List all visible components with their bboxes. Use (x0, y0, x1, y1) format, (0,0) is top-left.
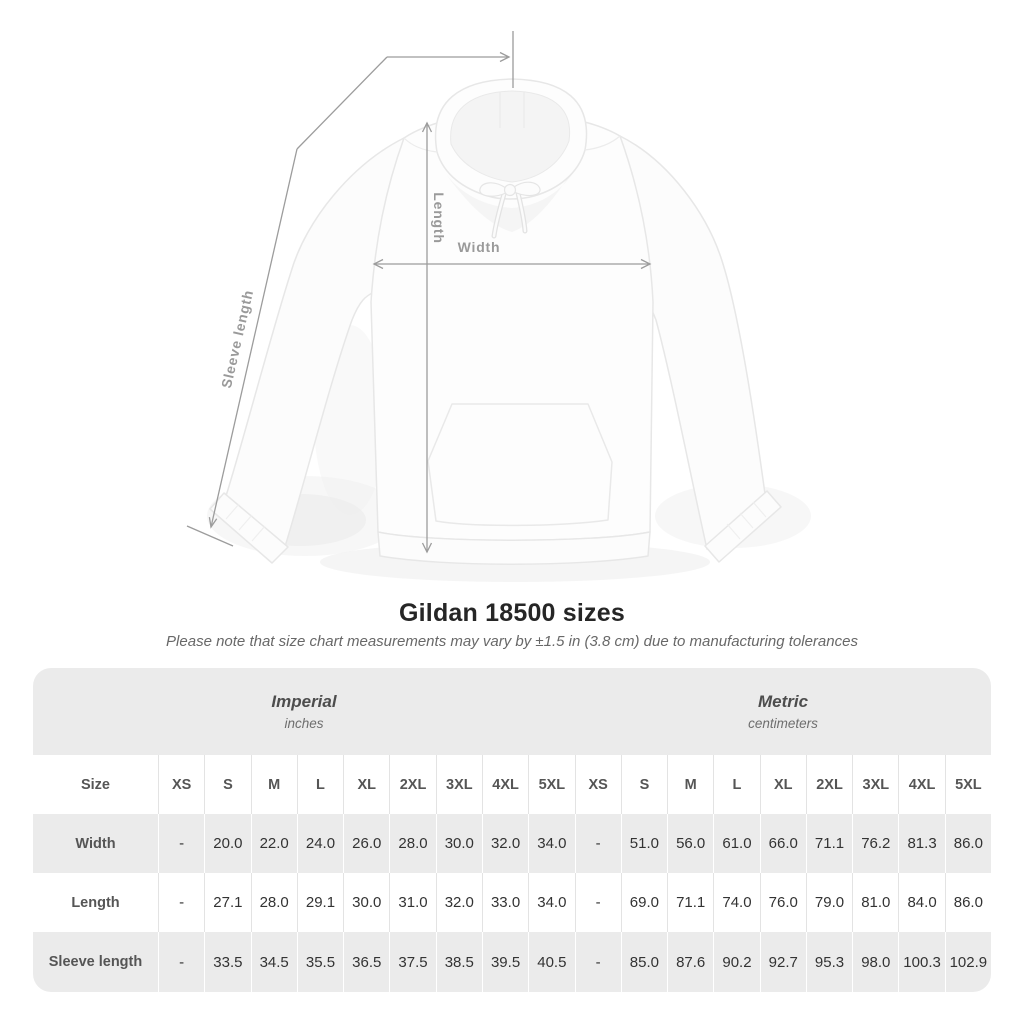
size-header-cell: 3XL (436, 755, 482, 814)
width-imperial-cell: 34.0 (528, 814, 574, 873)
width-label: Width (457, 239, 501, 255)
size-header-cell: 3XL (852, 755, 898, 814)
row-label-length: Length (71, 894, 120, 911)
length-imperial-cell: 30.0 (343, 873, 389, 932)
width-metric-cell: 86.0 (945, 814, 991, 873)
length-metric-cell: 76.0 (760, 873, 806, 932)
width-metric-cell: 66.0 (760, 814, 806, 873)
row-label-sleeve-length: Sleeve length (48, 954, 143, 970)
sleeve-imperial-cell: - (158, 932, 204, 992)
width-metric-cell: 56.0 (667, 814, 713, 873)
sleeve-length-label: Sleeve length (218, 288, 257, 390)
size-header-cell: S (621, 755, 667, 814)
length-imperial-cell: 34.0 (528, 873, 574, 932)
table-row-length (33, 873, 991, 932)
size-header-cell: XL (343, 755, 389, 814)
page-subtitle: Please note that size chart measurements may vary by ±1.5 in (3.8 cm) due to manufacturing tolerances (166, 633, 858, 650)
size-header-cell: 5XL (528, 755, 574, 814)
length-metric-cell: 86.0 (945, 873, 991, 932)
width-imperial-cell: - (158, 814, 204, 873)
size-header-cell: L (713, 755, 759, 814)
size-header-cell: S (204, 755, 250, 814)
metric-unit: centimeters (748, 716, 818, 731)
width-metric-cell: 71.1 (806, 814, 852, 873)
unit-band (33, 668, 991, 755)
sleeve-metric-cell: 92.7 (760, 932, 806, 992)
sleeve-metric-cell: 85.0 (621, 932, 667, 992)
metric-unit-group (575, 668, 991, 755)
length-metric-cell: 84.0 (898, 873, 944, 932)
size-header-cell: XL (760, 755, 806, 814)
imperial-unit: inches (284, 716, 324, 731)
sleeve-metric-cell: - (575, 932, 621, 992)
length-imperial-cell: 33.0 (482, 873, 528, 932)
size-header-cell: M (251, 755, 297, 814)
size-header-cell: XS (575, 755, 621, 814)
sleeve-metric-cell: 98.0 (852, 932, 898, 992)
length-metric-cell: 69.0 (621, 873, 667, 932)
sleeve-imperial-cell: 36.5 (343, 932, 389, 992)
width-metric-cell: 51.0 (621, 814, 667, 873)
length-imperial-cell: - (158, 873, 204, 932)
length-metric-cell: 74.0 (713, 873, 759, 932)
width-imperial-cell: 30.0 (436, 814, 482, 873)
size-header-cell: M (667, 755, 713, 814)
width-metric-cell: 76.2 (852, 814, 898, 873)
imperial-title: Imperial (271, 692, 337, 711)
metric-title: Metric (757, 692, 809, 711)
sleeve-imperial-cell: 40.5 (528, 932, 574, 992)
sleeve-imperial-cell: 37.5 (389, 932, 435, 992)
length-imperial-cell: 28.0 (251, 873, 297, 932)
sleeve-imperial-cell: 39.5 (482, 932, 528, 992)
size-header-cell: XS (158, 755, 204, 814)
table-row-width (33, 814, 991, 873)
sleeve-imperial-cell: 35.5 (297, 932, 343, 992)
width-imperial-cell: 26.0 (343, 814, 389, 873)
sleeve-imperial-cell: 34.5 (251, 932, 297, 992)
length-imperial-cell: 27.1 (204, 873, 250, 932)
size-header-cell: 2XL (389, 755, 435, 814)
sleeve-metric-cell: 87.6 (667, 932, 713, 992)
sleeve-imperial-cell: 33.5 (204, 932, 250, 992)
table-row-sizes (33, 755, 991, 814)
row-label-width: Width (75, 835, 116, 852)
length-metric-cell: 71.1 (667, 873, 713, 932)
width-imperial-cell: 28.0 (389, 814, 435, 873)
width-imperial-cell: 32.0 (482, 814, 528, 873)
table-row-sleeve-length (33, 932, 991, 992)
width-metric-cell: - (575, 814, 621, 873)
page-title: Gildan 18500 sizes (399, 599, 625, 627)
width-imperial-cell: 20.0 (204, 814, 250, 873)
length-metric-cell: - (575, 873, 621, 932)
size-header-cell: 2XL (806, 755, 852, 814)
length-metric-cell: 79.0 (806, 873, 852, 932)
sleeve-imperial-cell: 38.5 (436, 932, 482, 992)
width-imperial-cell: 24.0 (297, 814, 343, 873)
size-header-cell: 4XL (482, 755, 528, 814)
sleeve-metric-cell: 90.2 (713, 932, 759, 992)
kangaroo-pocket (428, 404, 612, 525)
width-metric-cell: 81.3 (898, 814, 944, 873)
length-imperial-cell: 29.1 (297, 873, 343, 932)
sleeve-metric-cell: 100.3 (898, 932, 944, 992)
length-label: Length (431, 192, 447, 244)
size-header-cell: 5XL (945, 755, 991, 814)
sleeve-metric-cell: 95.3 (806, 932, 852, 992)
size-table (33, 668, 991, 992)
width-imperial-cell: 22.0 (251, 814, 297, 873)
length-imperial-cell: 31.0 (389, 873, 435, 932)
imperial-unit-group (33, 668, 575, 755)
width-metric-cell: 61.0 (713, 814, 759, 873)
length-metric-cell: 81.0 (852, 873, 898, 932)
size-header-cell: L (297, 755, 343, 814)
size-header-cell: 4XL (898, 755, 944, 814)
size-column-header: Size (80, 776, 110, 793)
length-imperial-cell: 32.0 (436, 873, 482, 932)
sleeve-metric-cell: 102.9 (945, 932, 991, 992)
